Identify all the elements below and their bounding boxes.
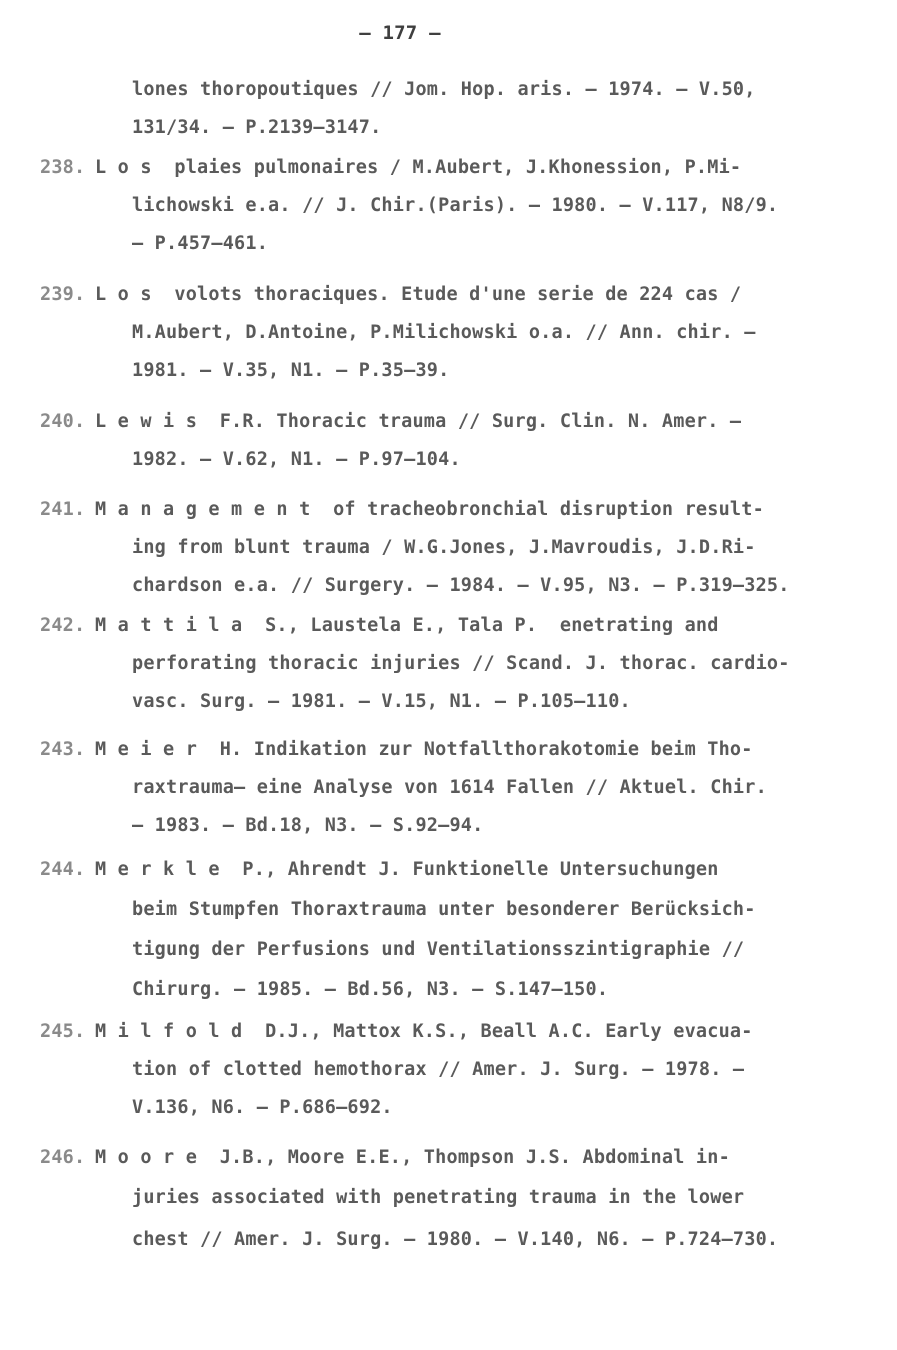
reference-line: M i l f o l d D.J., Mattox K.S., Beall A.C. Early evacua- [95, 1021, 753, 1042]
reference-line: L o s volots thoraciques. Etude d'une serie de 224 cas / [95, 284, 742, 305]
reference-number: 246. [40, 1147, 86, 1168]
reference-number: 241. [40, 499, 86, 520]
reference-number: 245. [40, 1021, 86, 1042]
reference-line: tigung der Perfusions und Ventilationsszintigraphie // [132, 939, 745, 960]
reference-line: lones thoropoutiques // Jom. Hop. aris. – 1974. – V.50, [132, 79, 756, 100]
reference-line: 1981. – V.35, N1. – P.35–39. [132, 360, 450, 381]
reference-line: Chirurg. – 1985. – Bd.56, N3. – S.147–150. [132, 979, 609, 1000]
reference-line: L o s plaies pulmonaires / M.Aubert, J.Khonession, P.Mi- [95, 157, 742, 178]
reference-line: raxtrauma– eine Analyse von 1614 Fallen // Aktuel. Chir. [132, 777, 767, 798]
reference-line: chest // Amer. J. Surg. – 1980. – V.140, N6. – P.724–730. [132, 1229, 779, 1250]
reference-line: M e i e r H. Indikation zur Notfallthorakotomie beim Tho- [95, 739, 753, 760]
reference-line: 131/34. – P.2139–3147. [132, 117, 382, 138]
reference-number: 238. [40, 157, 86, 178]
reference-line: juries associated with penetrating trauma in the lower [132, 1187, 745, 1208]
reference-line: L e w i s F.R. Thoracic trauma // Surg. Clin. N. Amer. – [95, 411, 742, 432]
reference-number: 244. [40, 859, 86, 880]
reference-line: beim Stumpfen Thoraxtrauma unter besonderer Berücksich- [132, 899, 756, 920]
reference-number: 242. [40, 615, 86, 636]
reference-line: ing from blunt trauma / W.G.Jones, J.Mavroudis, J.D.Ri- [132, 537, 756, 558]
page-number: – 177 – [359, 22, 441, 44]
reference-line: lichowski e.a. // J. Chir.(Paris). – 1980. – V.117, N8/9. [132, 195, 779, 216]
reference-line: vasc. Surg. – 1981. – V.15, N1. – P.105–110. [132, 691, 631, 712]
reference-line: M o o r e J.B., Moore E.E., Thompson J.S. Abdominal in- [95, 1147, 730, 1168]
reference-line: M a n a g e m e n t of tracheobronchial disruption result- [95, 499, 764, 520]
reference-number: 240. [40, 411, 86, 432]
reference-line: 1982. – V.62, N1. – P.97–104. [132, 449, 461, 470]
reference-line: M a t t i l a S., Laustela E., Tala P. enetrating and [95, 615, 719, 636]
reference-line: perforating thoracic injuries // Scand. J. thorac. cardio- [132, 653, 790, 674]
reference-number: 243. [40, 739, 86, 760]
reference-line: – 1983. – Bd.18, N3. – S.92–94. [132, 815, 484, 836]
reference-line: – P.457–461. [132, 233, 269, 254]
reference-line: M e r k l e P., Ahrendt J. Funktionelle Untersuchungen [95, 859, 719, 880]
reference-line: V.136, N6. – P.686–692. [132, 1097, 393, 1118]
reference-line: tion of clotted hemothorax // Amer. J. Surg. – 1978. – [132, 1059, 745, 1080]
reference-line: chardson e.a. // Surgery. – 1984. – V.95, N3. – P.319–325. [132, 575, 790, 596]
reference-line: M.Aubert, D.Antoine, P.Milichowski o.a. // Ann. chir. – [132, 322, 756, 343]
reference-number: 239. [40, 284, 86, 305]
